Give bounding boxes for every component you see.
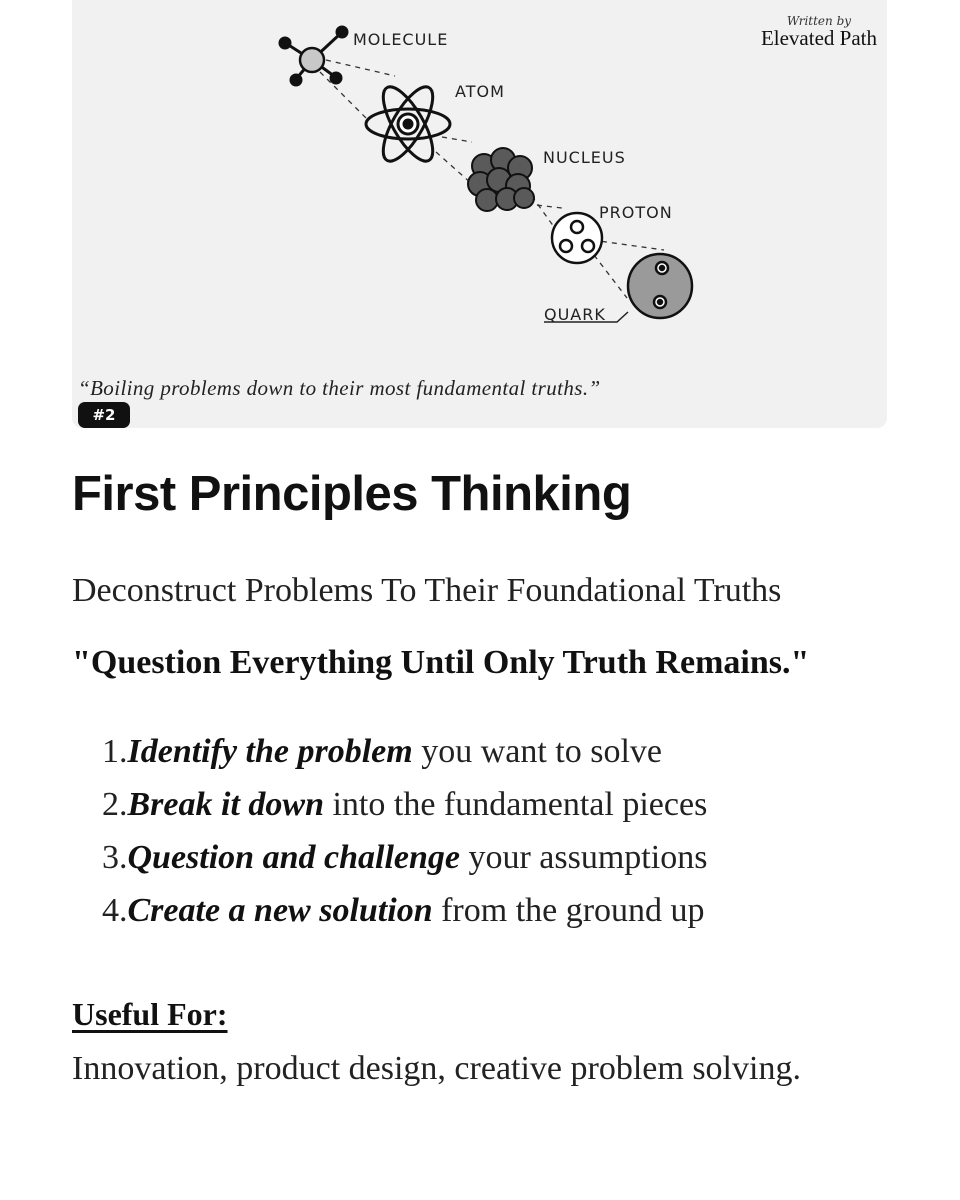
principles-illustration bbox=[72, 0, 887, 428]
label-quark: QUARK bbox=[544, 305, 606, 324]
steps-list bbox=[102, 730, 707, 942]
step-rest: you want to solve bbox=[412, 733, 663, 770]
step-number: 2. bbox=[102, 786, 128, 823]
label-molecule: MOLECULE bbox=[353, 30, 449, 49]
atom-icon bbox=[366, 80, 450, 168]
credit-written-by: Written by bbox=[786, 14, 852, 28]
author-credit bbox=[761, 14, 877, 51]
credit-brand: Elevated Path bbox=[760, 26, 877, 50]
motto: "Question Everything Until Only Truth Remains." bbox=[72, 644, 810, 681]
useful-for-heading: Useful For: bbox=[72, 996, 228, 1032]
number-badge: #2 bbox=[78, 402, 130, 428]
molecule-icon bbox=[280, 27, 347, 85]
list-item bbox=[102, 889, 707, 942]
list-item bbox=[102, 730, 707, 783]
page-title: First Principles Thinking bbox=[72, 467, 632, 521]
label-proton: PROTON bbox=[599, 203, 673, 222]
illustration-quote: “Boiling problems down to their most fundamental truths.” bbox=[78, 376, 601, 400]
step-rest: your assumptions bbox=[459, 839, 708, 876]
step-rest: from the ground up bbox=[432, 892, 705, 929]
step-rest: into the fundamental pieces bbox=[323, 786, 708, 823]
list-item bbox=[102, 783, 707, 836]
step-emphasis: Question and challenge bbox=[127, 839, 460, 876]
step-number: 3. bbox=[102, 839, 128, 876]
label-nucleus: NUCLEUS bbox=[543, 148, 626, 167]
quark-icon bbox=[628, 254, 692, 318]
step-emphasis: Break it down bbox=[127, 786, 324, 823]
useful-for-text: Innovation, product design, creative problem solving. bbox=[72, 1050, 801, 1087]
label-atom: ATOM bbox=[455, 82, 505, 101]
step-number: 1. bbox=[102, 733, 128, 770]
proton-icon bbox=[552, 213, 602, 263]
step-number: 4. bbox=[102, 892, 128, 929]
particle-sketch bbox=[72, 0, 887, 428]
list-item bbox=[102, 836, 707, 889]
step-emphasis: Identify the problem bbox=[127, 733, 413, 770]
nucleus-icon bbox=[468, 148, 534, 211]
subtitle: Deconstruct Problems To Their Foundational Truths bbox=[72, 572, 782, 609]
step-emphasis: Create a new solution bbox=[127, 892, 433, 929]
